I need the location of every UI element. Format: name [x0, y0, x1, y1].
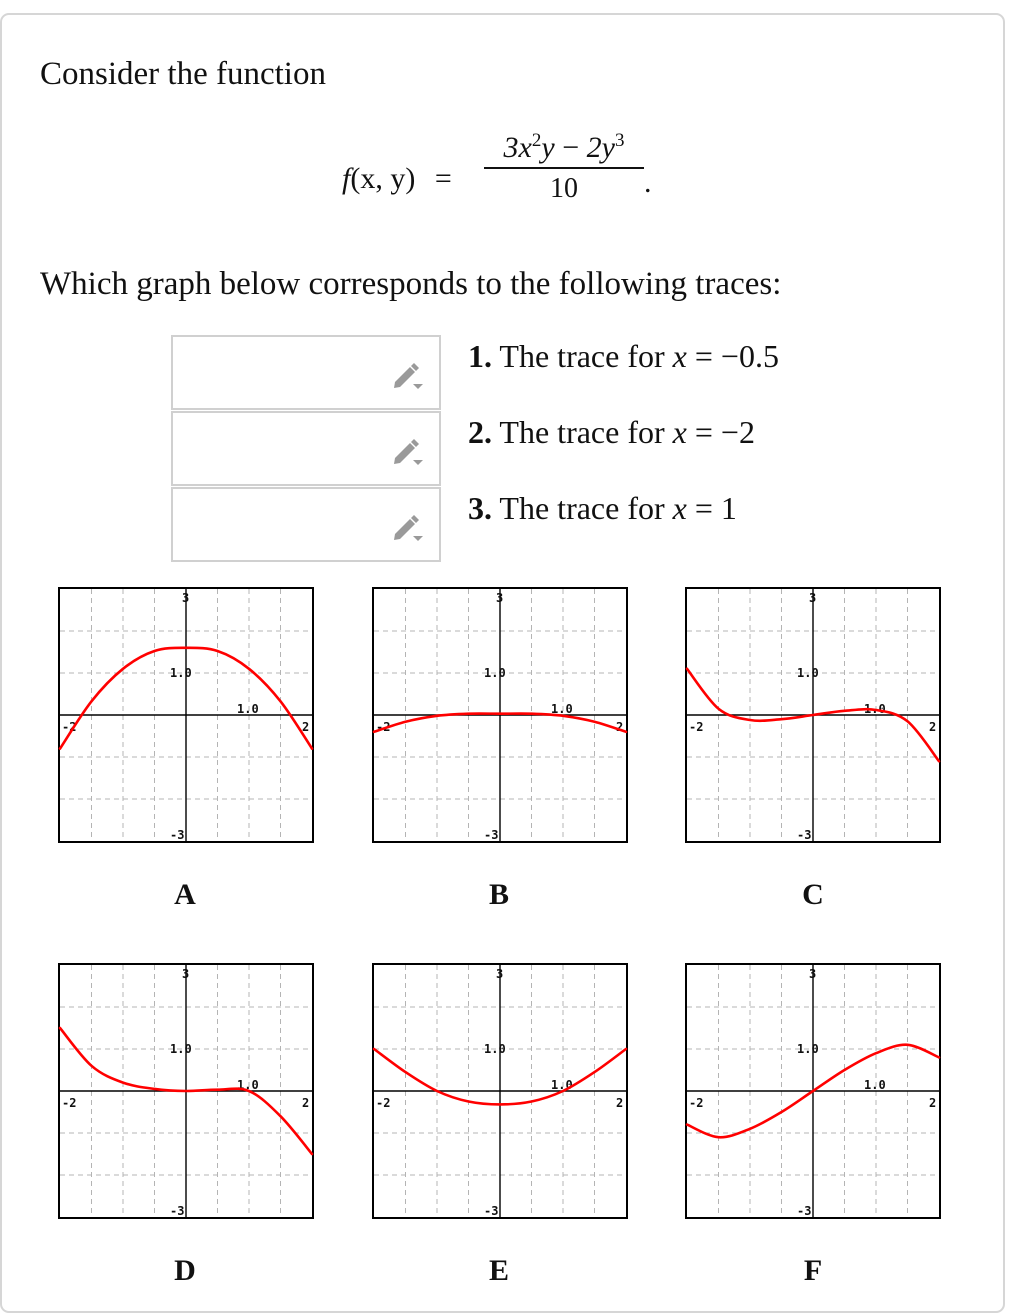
x-max-label: 2	[929, 1096, 937, 1110]
formula-equals: =	[434, 162, 452, 195]
formula-args: (x, y)	[350, 162, 416, 195]
y-max-label: 3	[809, 591, 817, 605]
y-mid-label: 1.0	[170, 666, 192, 680]
trace-value: −2	[720, 414, 755, 450]
x-min-label: -2	[689, 720, 704, 734]
num-term2-exp: 3	[614, 130, 625, 151]
y-mid-label: 1.0	[797, 666, 819, 680]
trace-value: 1	[720, 490, 737, 526]
x-min-label: -2	[689, 1096, 704, 1110]
x-mid-label: 1.0	[864, 702, 886, 716]
trace-item-2	[468, 414, 755, 451]
intro-text: Consider the function	[40, 56, 326, 92]
answer-select-3[interactable]	[171, 487, 441, 562]
trace-item-1	[468, 338, 779, 375]
trace-variable: x	[672, 490, 687, 526]
y-min-label: -3	[170, 828, 185, 842]
fraction-bar	[484, 167, 644, 169]
pencil-dropdown-icon	[391, 509, 425, 543]
answer-select-1[interactable]	[171, 335, 441, 410]
formula-period: .	[644, 166, 652, 199]
trace-text: The trace for	[499, 490, 665, 526]
num-term2: 2y	[586, 131, 615, 164]
graph-svg	[685, 587, 941, 843]
graph-svg	[58, 587, 314, 843]
y-min-label: -3	[484, 1204, 499, 1218]
y-mid-label: 1.0	[797, 1042, 819, 1056]
trace-variable: x	[672, 338, 687, 374]
x-max-label: 2	[302, 1096, 310, 1110]
formula-fraction	[484, 130, 644, 205]
graph-e	[372, 963, 628, 1219]
graph-svg	[58, 963, 314, 1219]
pencil-dropdown-icon	[391, 357, 425, 391]
x-max-label: 2	[929, 720, 937, 734]
graph-label-a: A	[174, 878, 196, 911]
trace-item-3	[468, 490, 737, 527]
y-max-label: 3	[182, 591, 190, 605]
y-min-label: -3	[797, 828, 812, 842]
x-min-label: -2	[376, 720, 391, 734]
x-mid-label: 1.0	[551, 1078, 573, 1092]
x-min-label: -2	[62, 720, 77, 734]
x-mid-label: 1.0	[864, 1078, 886, 1092]
x-max-label: 2	[302, 720, 310, 734]
graph-f	[685, 963, 941, 1219]
answer-select-2[interactable]	[171, 411, 441, 486]
graph-label-e: E	[488, 1254, 509, 1287]
graph-a	[58, 587, 314, 843]
y-mid-label: 1.0	[484, 1042, 506, 1056]
y-max-label: 3	[182, 967, 190, 981]
x-mid-label: 1.0	[237, 702, 259, 716]
trace-number: 1.	[468, 338, 492, 374]
formula-func-name: f	[342, 162, 351, 195]
trace-text: The trace for	[499, 414, 665, 450]
graph-label-b: B	[488, 878, 509, 911]
y-max-label: 3	[496, 591, 504, 605]
x-min-label: -2	[62, 1096, 77, 1110]
x-mid-label: 1.0	[551, 702, 573, 716]
graph-svg	[372, 587, 628, 843]
trace-variable: x	[672, 414, 687, 450]
num-term1: 3x	[503, 131, 532, 164]
trace-number: 3.	[468, 490, 492, 526]
formula-numerator	[484, 130, 644, 165]
graph-svg	[372, 963, 628, 1219]
formula-denominator: 10	[550, 173, 578, 204]
graph-b	[372, 587, 628, 843]
y-max-label: 3	[496, 967, 504, 981]
x-max-label: 2	[616, 1096, 624, 1110]
num-term1-exp: 2	[531, 130, 542, 151]
trace-text: The trace for	[499, 338, 665, 374]
y-mid-label: 1.0	[484, 666, 506, 680]
graph-svg	[685, 963, 941, 1219]
graph-d	[58, 963, 314, 1219]
graph-label-d: D	[174, 1254, 196, 1287]
trace-number: 2.	[468, 414, 492, 450]
x-min-label: -2	[376, 1096, 391, 1110]
graph-c	[685, 587, 941, 843]
y-min-label: -3	[170, 1204, 185, 1218]
y-mid-label: 1.0	[170, 1042, 192, 1056]
trace-value: −0.5	[720, 338, 779, 374]
pencil-dropdown-icon	[391, 433, 425, 467]
x-max-label: 2	[616, 720, 624, 734]
formula-lhs	[342, 162, 452, 196]
graph-label-c: C	[802, 878, 824, 911]
num-op: −	[562, 131, 580, 164]
trace-equals: =	[694, 414, 713, 450]
x-mid-label: 1.0	[237, 1078, 259, 1092]
num-term1-var: y	[541, 131, 555, 164]
y-min-label: -3	[484, 828, 499, 842]
trace-equals: =	[694, 490, 713, 526]
trace-equals: =	[694, 338, 713, 374]
y-min-label: -3	[797, 1204, 812, 1218]
graph-label-f: F	[803, 1254, 823, 1287]
prompt-text: Which graph below corresponds to the following traces:	[40, 266, 782, 302]
y-max-label: 3	[809, 967, 817, 981]
